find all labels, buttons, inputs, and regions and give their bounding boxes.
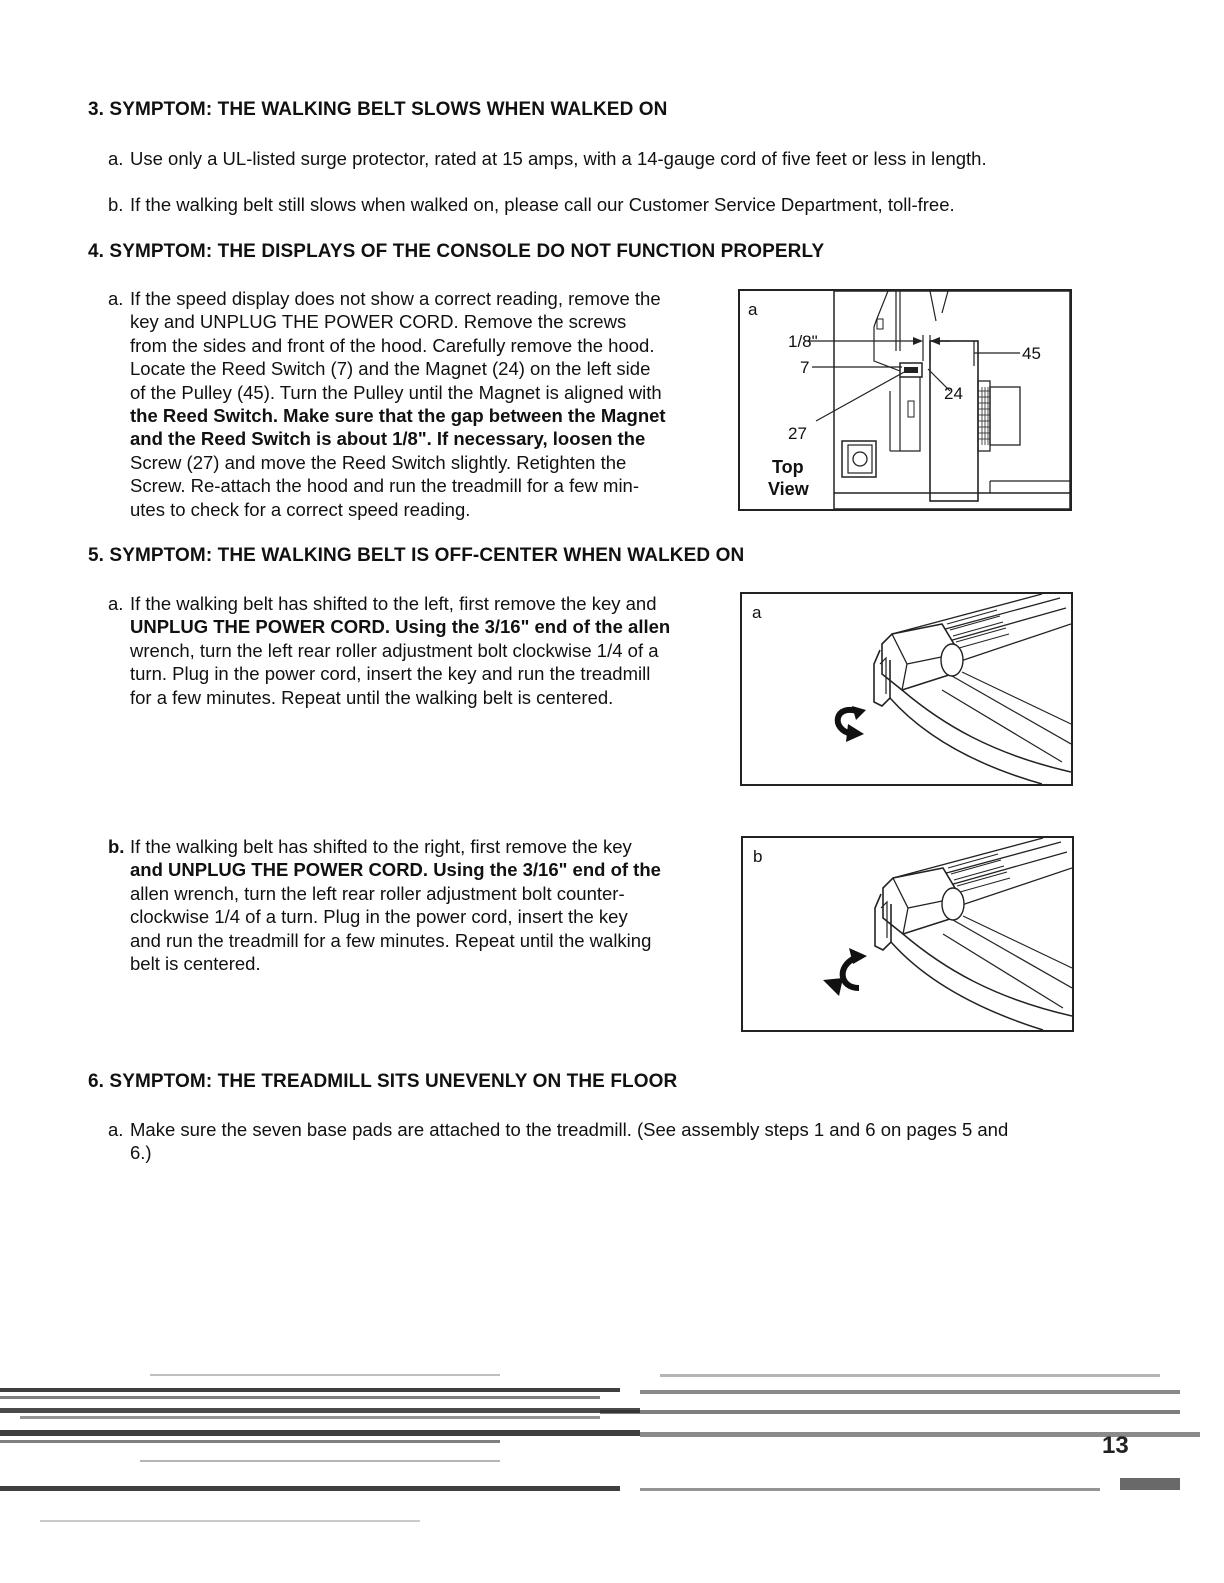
item-text: If the walking belt still slows when walked on, please call our Customer Service Department, toll-free.: [130, 194, 955, 215]
text-line: belt is centered.: [130, 953, 261, 975]
figure-letter: b: [753, 847, 763, 866]
item-label: b.: [108, 836, 125, 857]
text-line: key and UNPLUG THE POWER CORD. Remove the screws: [130, 311, 627, 333]
reed-switch-figure: [738, 289, 1072, 511]
figure-letter: a: [748, 300, 758, 319]
roller-clockwise-diagram: [742, 594, 1071, 784]
text-line: UNPLUG THE POWER CORD. Using the 3/16" end of the allen: [130, 616, 671, 638]
item-text: [130, 1118, 1008, 1165]
item-text: Use only a UL-listed surge protector, rated at 15 amps, with a 14-gauge cord of five feet or less in length.: [130, 148, 987, 169]
text-line: Screw (27) and move the Reed Switch slightly. Retighten the: [130, 451, 627, 473]
item-label: a.: [108, 593, 124, 614]
text-line: Locate the Reed Switch (7) and the Magnet (24) on the left side: [130, 358, 651, 380]
reed-switch-diagram: [740, 291, 1070, 509]
pulley-label: 45: [1022, 344, 1041, 363]
scan-noise-bleed-through: [0, 1360, 1224, 1583]
text-line: and run the treadmill for a few minutes. Repeat until the walking: [130, 929, 652, 951]
figure-letter: a: [752, 603, 762, 622]
item-text: [130, 835, 661, 975]
magnet-label: 24: [944, 384, 963, 403]
page-number: 13: [1102, 1432, 1129, 1459]
text-line: If the walking belt has shifted to the left, first remove the key and: [130, 593, 657, 614]
text-line: of the Pulley (45). Turn the Pulley until the Magnet is aligned with: [130, 381, 662, 403]
section-6-heading: 6. SYMPTOM: THE TREADMILL SITS UNEVENLY ON THE FLOOR: [88, 1071, 678, 1092]
item-label: a.: [108, 288, 124, 309]
section-5-heading: 5. SYMPTOM: THE WALKING BELT IS OFF-CENTER WHEN WALKED ON: [88, 545, 745, 566]
item-label: b.: [108, 194, 124, 215]
text-line: and the Reed Switch is about 1/8". If necessary, loosen the: [130, 428, 646, 450]
reed-switch-label: 7: [800, 358, 810, 377]
text-line: from the sides and front of the hood. Carefully remove the hood.: [130, 334, 655, 356]
text-line: Screw. Re-attach the hood and run the treadmill for a few min-: [130, 475, 640, 497]
roller-clockwise-figure: [740, 592, 1073, 786]
section-6-item-a: [108, 1118, 1088, 1166]
text-line: clockwise 1/4 of a turn. Plug in the power cord, insert the key: [130, 906, 628, 928]
text-line: the Reed Switch. Make sure that the gap between the Magnet: [130, 405, 666, 427]
caption-view: View: [768, 479, 809, 499]
item-text: [130, 287, 666, 521]
text-line: utes to check for a correct speed reading.: [130, 498, 471, 520]
section-3-item-a: [108, 147, 1108, 171]
text-line: and UNPLUG THE POWER CORD. Using the 3/16" end of the: [130, 859, 661, 881]
text-line: for a few minutes. Repeat until the walking belt is centered.: [130, 686, 614, 708]
section-5-item-a: [108, 592, 718, 712]
item-label: a.: [108, 148, 124, 169]
section-5-item-b: [108, 835, 718, 980]
section-3-heading: 3. SYMPTOM: THE WALKING BELT SLOWS WHEN WALKED ON: [88, 99, 668, 120]
item-label: a.: [108, 1119, 124, 1140]
caption-top: Top: [772, 457, 804, 477]
section-4-heading: 4. SYMPTOM: THE DISPLAYS OF THE CONSOLE DO NOT FUNCTION PROPERLY: [88, 241, 825, 262]
text-line: If the walking belt has shifted to the right, first remove the key: [130, 836, 632, 857]
gap-label: 1/8": [788, 332, 818, 351]
text-line: turn. Plug in the power cord, insert the key and run the treadmill: [130, 663, 651, 685]
text-line: allen wrench, turn the left rear roller adjustment bolt counter-: [130, 882, 625, 904]
item-text: [130, 592, 670, 709]
text-line: If the speed display does not show a correct reading, remove the: [130, 288, 661, 309]
section-3-item-b: [108, 193, 1108, 217]
text-line: wrench, turn the left rear roller adjustment bolt clockwise 1/4 of a: [130, 639, 659, 661]
roller-counterclockwise-diagram: [743, 838, 1072, 1030]
text-line: 6.): [130, 1142, 152, 1164]
section-4-item-a: [108, 287, 708, 527]
roller-counterclockwise-figure: [741, 836, 1074, 1032]
text-line: Make sure the seven base pads are attached to the treadmill. (See assembly steps 1 and 6 on pages 5 and: [130, 1119, 1009, 1140]
screw-label: 27: [788, 424, 807, 443]
